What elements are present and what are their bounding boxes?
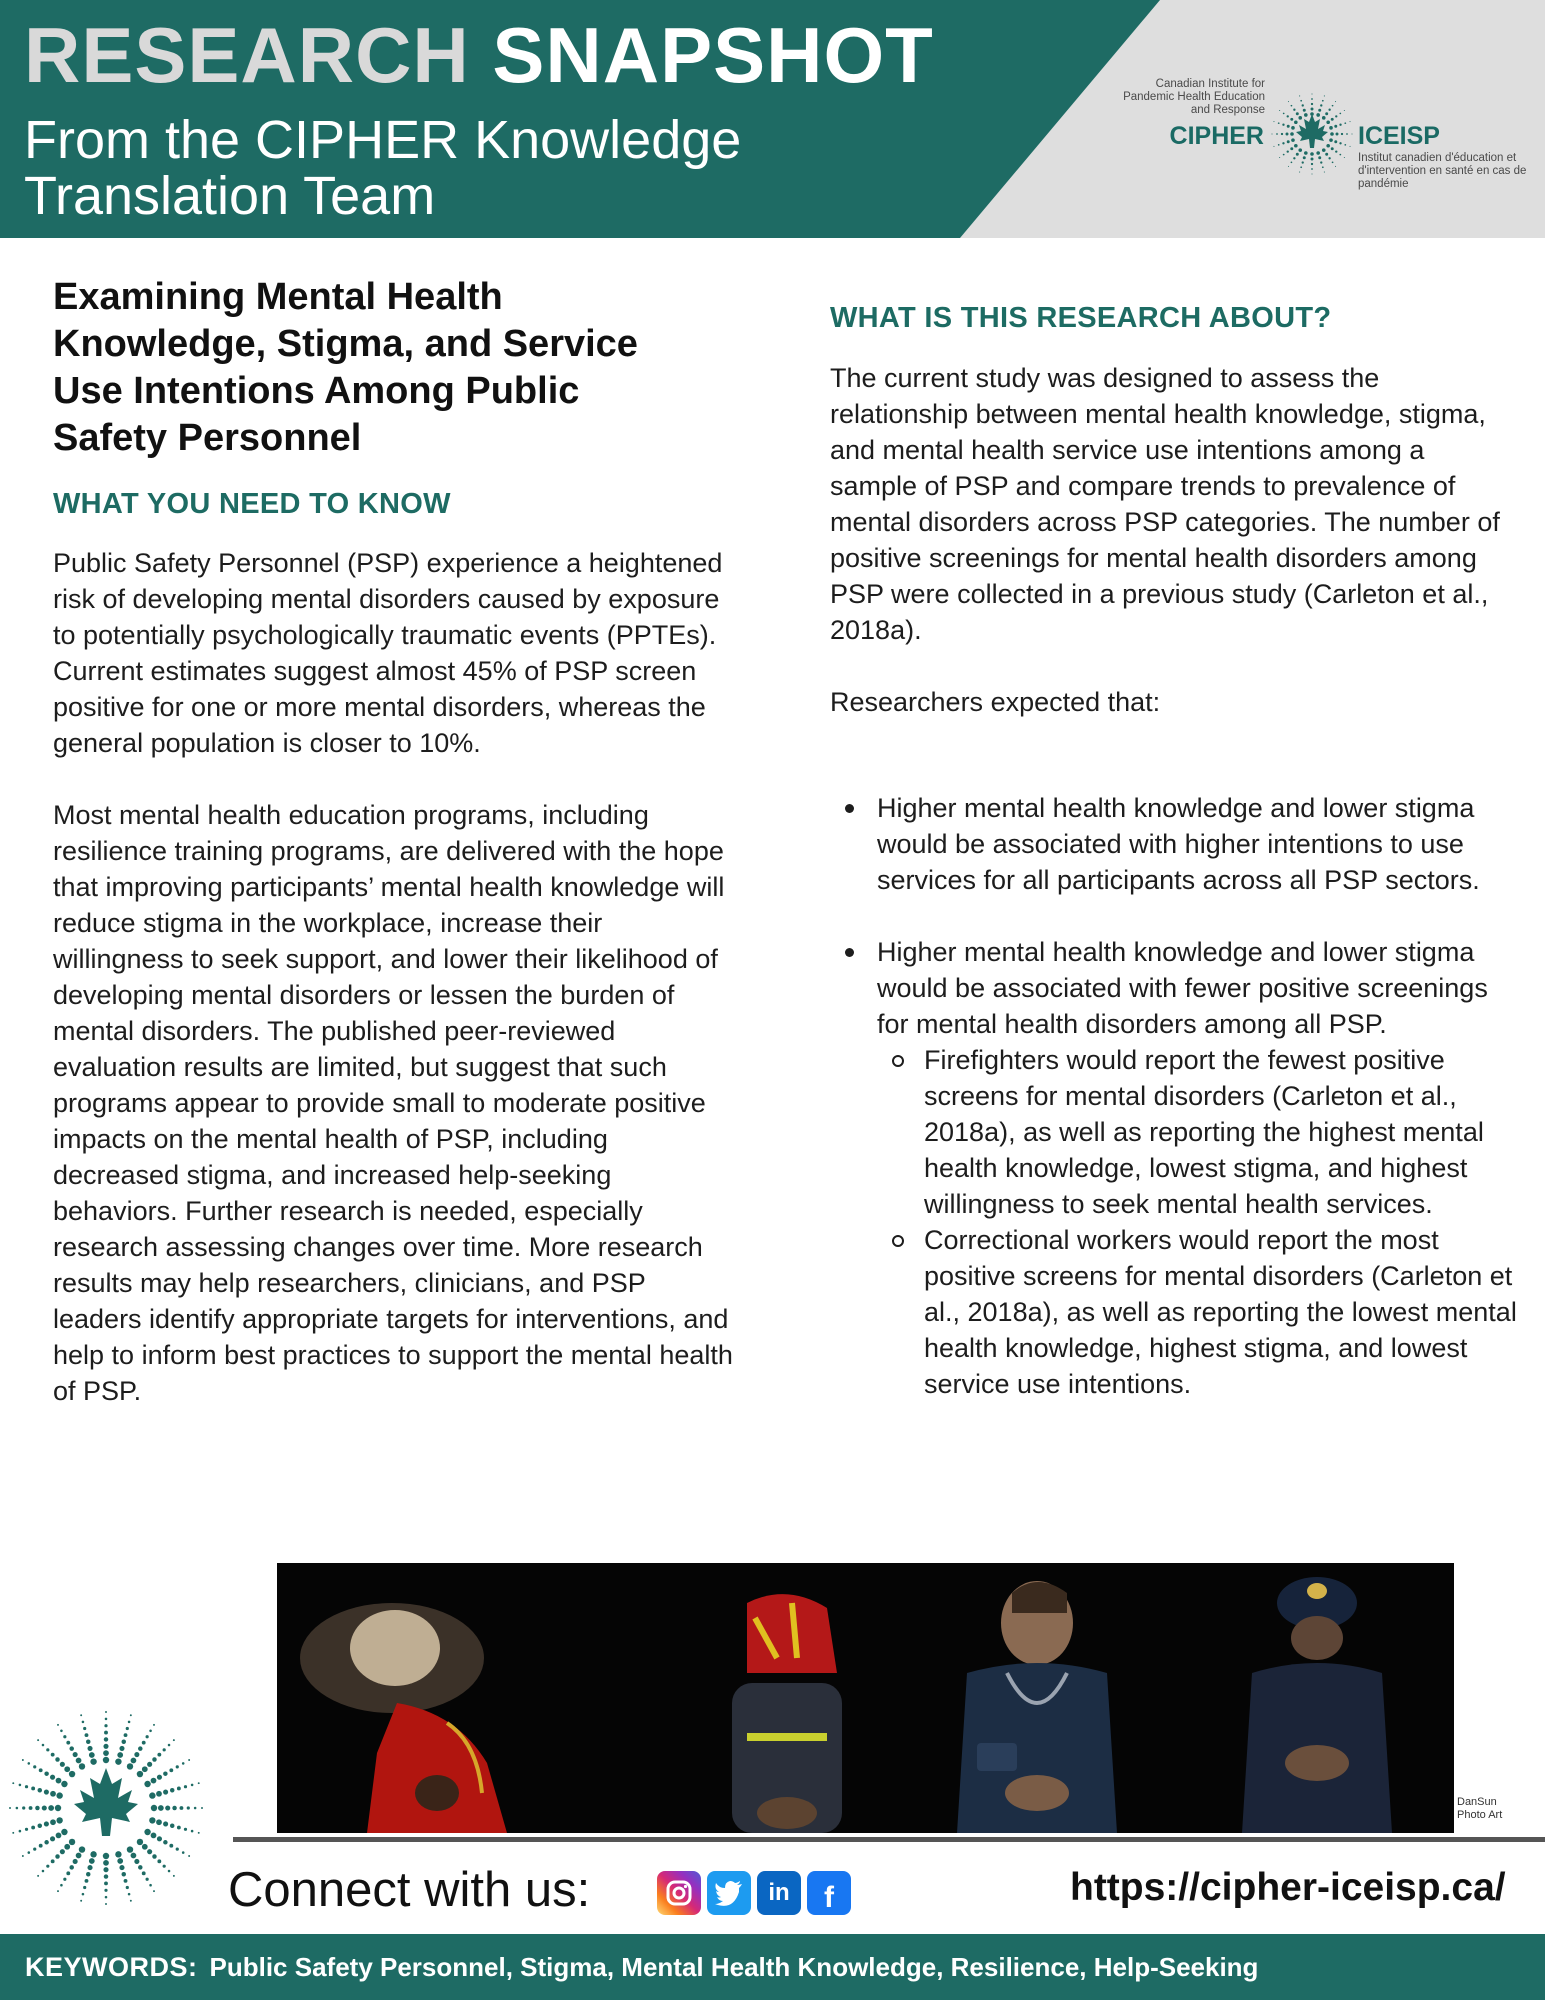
linkedin-icon[interactable] <box>757 1871 801 1915</box>
facebook-glyph: f <box>824 1881 834 1914</box>
right-paragraph-2: Researchers expected that: <box>830 687 1161 717</box>
footer-divider <box>233 1837 1545 1842</box>
police-officer-figure <box>1242 1577 1392 1833</box>
keywords-label: KEYWORDS: <box>25 1951 198 1982</box>
cipher-logo <box>1120 78 1530 198</box>
expectations-list <box>830 790 1520 1402</box>
twitter-icon[interactable] <box>707 1871 751 1915</box>
left-paragraph-2: Most mental health education programs, including resilience training programs, are delivered with the hope that improving participants’ mental health knowledge will reduce stigma in the workplace, increase their willingness to seek support, and lower their likelihood of developing mental disorders or lessen the burden of mental disorders. The published peer-reviewed evaluation results are limited, but suggest that such programs appear to provide small to moderate positive impacts on the mental health of PSP, including decreased stigma, and increased help-seeking behaviors. Further research is needed, especially research assessing changes over time. More research results may help researchers, clinicians, and PSP leaders identify appropriate targets for interventions, and help to inform best practices to support the mental health of PSP. <box>53 800 733 1406</box>
facebook-icon[interactable] <box>807 1871 851 1915</box>
left-body <box>53 545 733 1409</box>
header-subtitle: From the CIPHER Knowledge Translation Team <box>24 110 742 226</box>
list-item: Higher mental health knowledge and lower stigma would be associated with fewer positive screenings for mental health disorders among all PSP. <box>877 937 1488 1039</box>
keywords-bar <box>0 1934 1545 2000</box>
logo-english-name: Canadian Institute for Pandemic Health Education and Response <box>1123 78 1265 116</box>
header-title <box>24 10 934 100</box>
logo-french-name: Institut canadien d'éducation et d'intervention en santé en cas de pandémie <box>1358 152 1527 190</box>
connect-label: Connect with us: <box>228 1863 591 1917</box>
left-paragraph-1: Public Safety Personnel (PSP) experience a heightened risk of developing mental disorders caused by exposure to potentially psychologically traumatic events (PPTEs). Current estimates suggest almost 45% of PSP screen positive for one or more mental disorders, whereas the general population is closer to 10%. <box>53 548 723 758</box>
firefighter-figure <box>732 1594 842 1833</box>
keywords-list: Public Safety Personnel, Stigma, Mental Health Knowledge, Resilience, Help-Seeking <box>209 1951 1259 1982</box>
header-title-snapshot: SNAPSHOT <box>492 11 934 99</box>
photo-credit: DanSun Photo Art <box>1457 1796 1503 1821</box>
section-heading-research-about: WHAT IS THIS RESEARCH ABOUT? <box>830 302 1332 334</box>
website-link[interactable]: https://cipher-iceisp.ca/ <box>1070 1866 1506 1909</box>
linkedin-glyph: in <box>768 1879 790 1906</box>
psp-photo-strip <box>277 1563 1454 1833</box>
list-item: Higher mental health knowledge and lower stigma would be associated with higher intentions to use services for all participants across all PSP sectors. <box>830 790 1520 898</box>
article-title: Examining Mental Health Knowledge, Stigma, and Service Use Intentions Among Public Safety Personnel <box>53 276 638 459</box>
paramedic-figure <box>957 1581 1117 1833</box>
logo-cipher: CIPHER <box>1169 122 1264 150</box>
list-item-with-subitems <box>830 934 1520 1402</box>
sub-list-item: Correctional workers would report the most positive screens for mental disorders (Carleton et al., 2018a), as well as reporting the lowest mental health knowledge, highest stigma, and lowest service use intentions. <box>877 1222 1520 1402</box>
maple-leaf-burst-emblem-icon <box>8 1710 204 1906</box>
social-links <box>657 1871 851 1915</box>
section-heading-need-to-know: WHAT YOU NEED TO KNOW <box>53 488 451 520</box>
right-body <box>830 360 1510 720</box>
instagram-icon[interactable] <box>657 1871 701 1915</box>
maple-leaf-burst-icon <box>1270 92 1354 176</box>
header-banner <box>0 0 1545 238</box>
sub-list-item: Firefighters would report the fewest positive screens for mental disorders (Carleton et al., 2018a), as well as reporting the highest mental health knowledge, lowest stigma, and highest willingness to seek mental health services. <box>877 1042 1520 1222</box>
right-paragraph-1: The current study was designed to assess the relationship between mental health knowledge, stigma, and mental health service use intentions among a sample of PSP and compare trends to prevalence of mental disorders across PSP categories. The number of positive screenings for mental health disorders among PSP were collected in a previous study (Carleton et al., 2018a). <box>830 363 1500 645</box>
rcmp-officer-figure <box>300 1603 507 1833</box>
logo-iceisp: ICEISP <box>1358 122 1440 150</box>
psp-photo-illustration <box>277 1563 1454 1833</box>
header-title-research: RESEARCH <box>24 11 470 99</box>
